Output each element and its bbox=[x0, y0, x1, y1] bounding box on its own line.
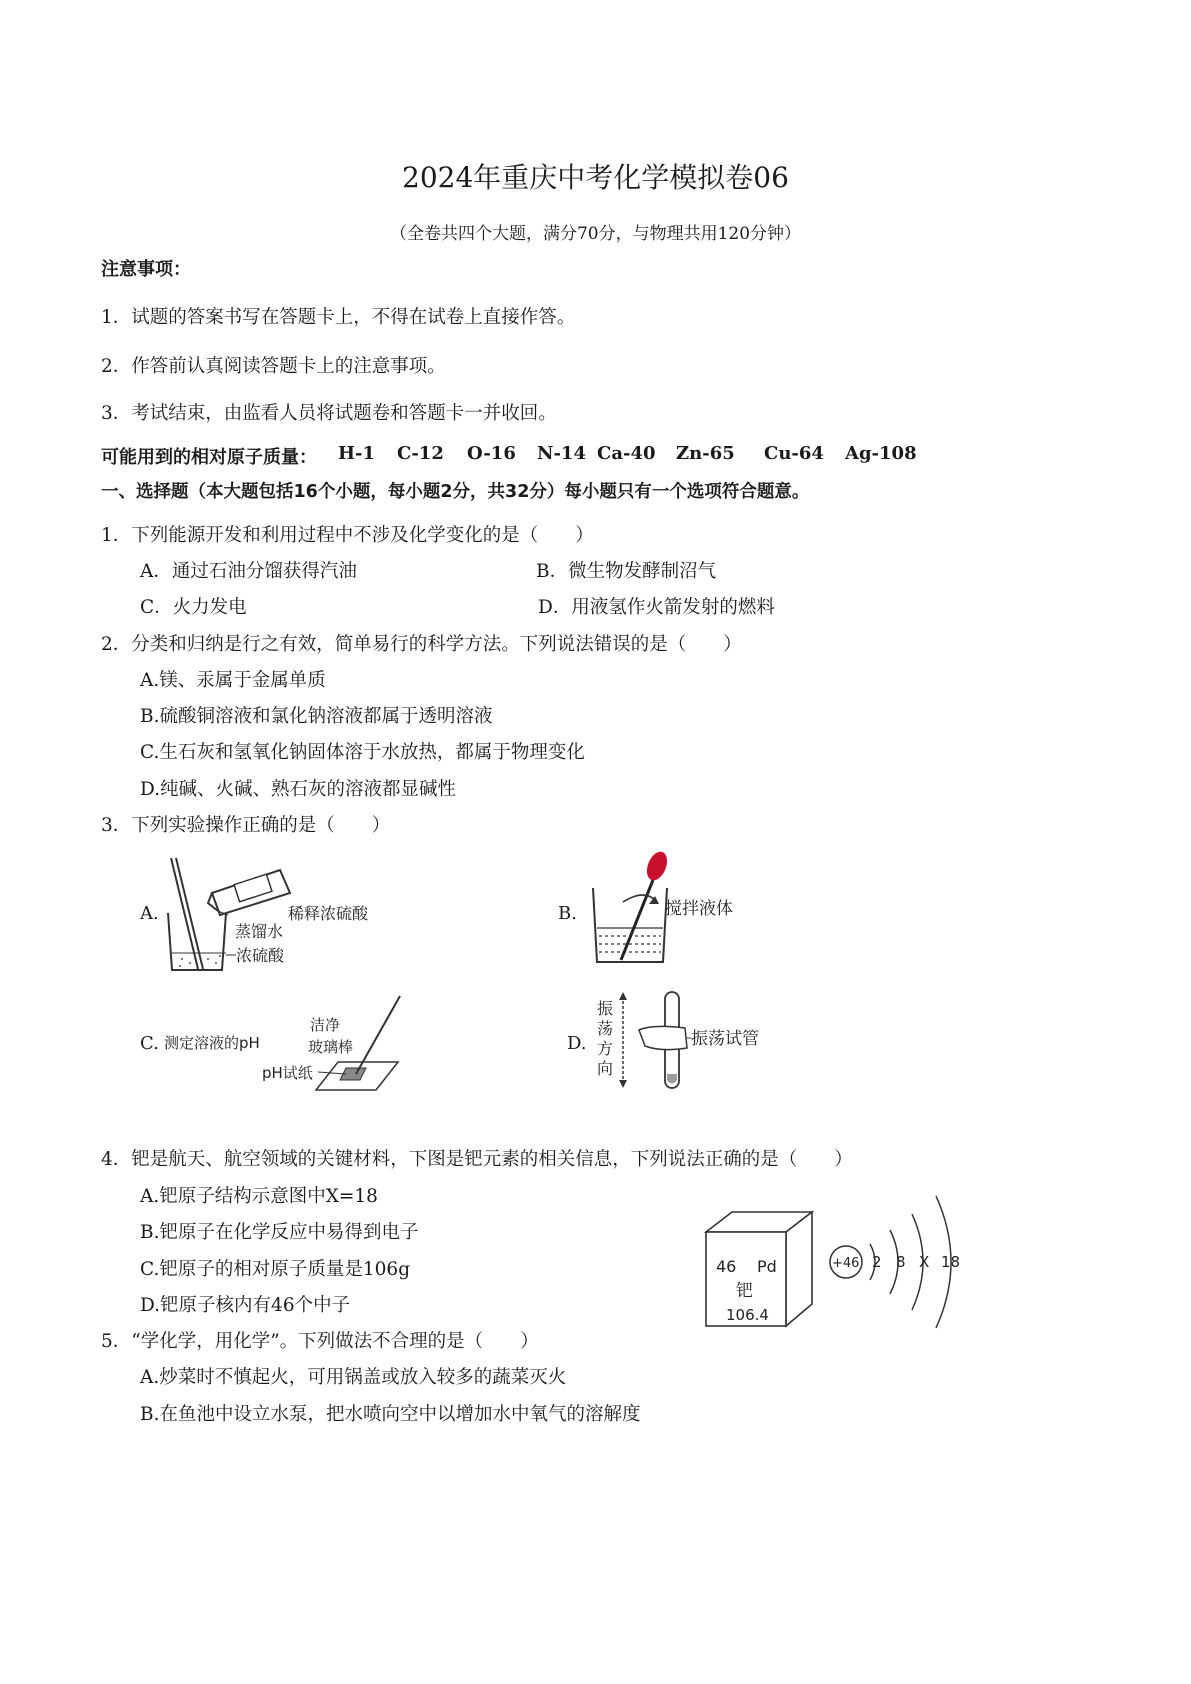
q4-option-d: D.钯原子核内有46个中子 bbox=[140, 1295, 351, 1316]
q3-c-label-paper: pH试纸 bbox=[262, 1064, 313, 1082]
element-name: 钯 bbox=[736, 1281, 753, 1301]
q3-figure-b bbox=[585, 850, 785, 970]
q1-option-a: A．通过石油分馏获得汽油 bbox=[140, 561, 357, 582]
atomic-mass-ag: Ag-108 bbox=[845, 443, 917, 464]
q3-stem: 3．下列实验操作正确的是（ ） bbox=[101, 815, 391, 836]
q3-figure-c bbox=[160, 990, 410, 1100]
q3-b-label: 搅拌液体 bbox=[665, 899, 733, 919]
q1-option-d: D．用液氢作火箭发射的燃料 bbox=[538, 597, 775, 618]
page-subtitle: （全卷共四个大题，满分70分，与物理共用120分钟） bbox=[389, 224, 802, 244]
notice-heading: 注意事项： bbox=[101, 259, 191, 280]
q4-option-c: C.钯原子的相对原子质量是106g bbox=[140, 1259, 411, 1280]
q3-option-b-label: B. bbox=[558, 903, 577, 924]
element-symbol: Pd bbox=[757, 1257, 777, 1276]
atomic-mass-ca: Ca-40 bbox=[597, 443, 656, 464]
q2-option-d: D.纯碱、火碱、熟石灰的溶液都显碱性 bbox=[140, 779, 457, 800]
q3-c-label-measure: 测定溶液的pH bbox=[164, 1034, 260, 1052]
notice-item-2: 2．作答前认真阅读答题卡上的注意事项。 bbox=[101, 356, 446, 377]
q1-option-c: C．火力发电 bbox=[140, 597, 247, 618]
q1-option-b: B．微生物发酵制沼气 bbox=[536, 561, 717, 582]
q3-option-c-label: C. bbox=[140, 1033, 159, 1054]
q2-option-b: B.硫酸铜溶液和氯化钠溶液都属于透明溶液 bbox=[140, 706, 493, 727]
q2-option-a: A.镁、汞属于金属单质 bbox=[140, 670, 326, 691]
q5-option-a: A.炒菜时不慎起火，可用锅盖或放入较多的蔬菜灭火 bbox=[140, 1367, 567, 1388]
atomic-mass-h: H-1 bbox=[338, 443, 376, 464]
q3-figure-d bbox=[595, 988, 785, 1093]
q3-d-label-shake: 振荡试管 bbox=[691, 1029, 759, 1049]
q4-element-figure bbox=[700, 1180, 970, 1335]
q3-d-label-4: 向 bbox=[597, 1059, 614, 1078]
q4-stem: 4．钯是航天、航空领域的关键材料，下图是钯元素的相关信息，下列说法正确的是（ ） bbox=[101, 1149, 853, 1170]
atomic-mass-n: N-14 bbox=[537, 443, 586, 464]
q3-a-label-acid: 浓硫酸 bbox=[236, 946, 285, 965]
atom-shell-1: 2 bbox=[872, 1253, 882, 1271]
q2-option-c: C.生石灰和氢氧化钠固体溶于水放热，都属于物理变化 bbox=[140, 742, 585, 763]
atomic-mass-c: C-12 bbox=[397, 443, 444, 464]
atomic-structure bbox=[830, 1196, 960, 1328]
atomic-masses-label: 可能用到的相对原子质量： bbox=[101, 447, 317, 468]
q3-d-label-2: 荡 bbox=[597, 1019, 614, 1038]
q4-option-a: A.钯原子结构示意图中X=18 bbox=[140, 1186, 378, 1207]
q3-a-label-dilute: 稀释浓硫酸 bbox=[288, 904, 369, 923]
page-title: 2024年重庆中考化学模拟卷06 bbox=[402, 161, 789, 194]
q1-stem: 1．下列能源开发和利用过程中不涉及化学变化的是（ ） bbox=[101, 525, 594, 546]
atomic-mass-cu: Cu-64 bbox=[764, 443, 824, 464]
q2-stem: 2．分类和归纳是行之有效，简单易行的科学方法。下列说法错误的是（ ） bbox=[101, 634, 742, 655]
q5-stem: 5．“学化学，用化学”。下列做法不合理的是（ ） bbox=[101, 1331, 539, 1352]
q3-option-a-label: A. bbox=[140, 903, 159, 924]
atomic-mass-zn: Zn-65 bbox=[676, 443, 735, 464]
notice-item-3: 3．考试结束，由监看人员将试题卷和答题卡一并收回。 bbox=[101, 403, 557, 424]
element-cell bbox=[706, 1212, 812, 1326]
q3-d-label-3: 方 bbox=[597, 1039, 614, 1058]
atom-shell-2: 8 bbox=[896, 1253, 906, 1271]
q3-c-label-rod: 玻璃棒 bbox=[308, 1038, 354, 1056]
q3-c-label-clean: 洁净 bbox=[310, 1016, 341, 1034]
element-mass: 106.4 bbox=[726, 1306, 769, 1324]
q3-figure-a bbox=[160, 855, 400, 980]
atom-nucleus: +46 bbox=[832, 1256, 860, 1271]
notice-item-1: 1．试题的答案书写在答题卡上，不得在试卷上直接作答。 bbox=[101, 307, 576, 328]
atomic-mass-o: O-16 bbox=[467, 443, 516, 464]
atom-shell-4: 18 bbox=[941, 1253, 961, 1271]
q3-d-label-1: 振 bbox=[597, 999, 614, 1018]
element-number: 46 bbox=[716, 1257, 737, 1276]
section-heading: 一、选择题（本大题包括16个小题，每小题2分，共32分）每小题只有一个选项符合题意。 bbox=[101, 482, 810, 502]
atom-shell-3: X bbox=[919, 1253, 930, 1271]
q3-option-d-label: D. bbox=[567, 1033, 587, 1054]
q3-a-label-water: 蒸馏水 bbox=[235, 922, 284, 941]
q4-option-b: B.钯原子在化学反应中易得到电子 bbox=[140, 1222, 419, 1243]
q5-option-b: B.在鱼池中设立水泵，把水喷向空中以增加水中氧气的溶解度 bbox=[140, 1404, 641, 1425]
